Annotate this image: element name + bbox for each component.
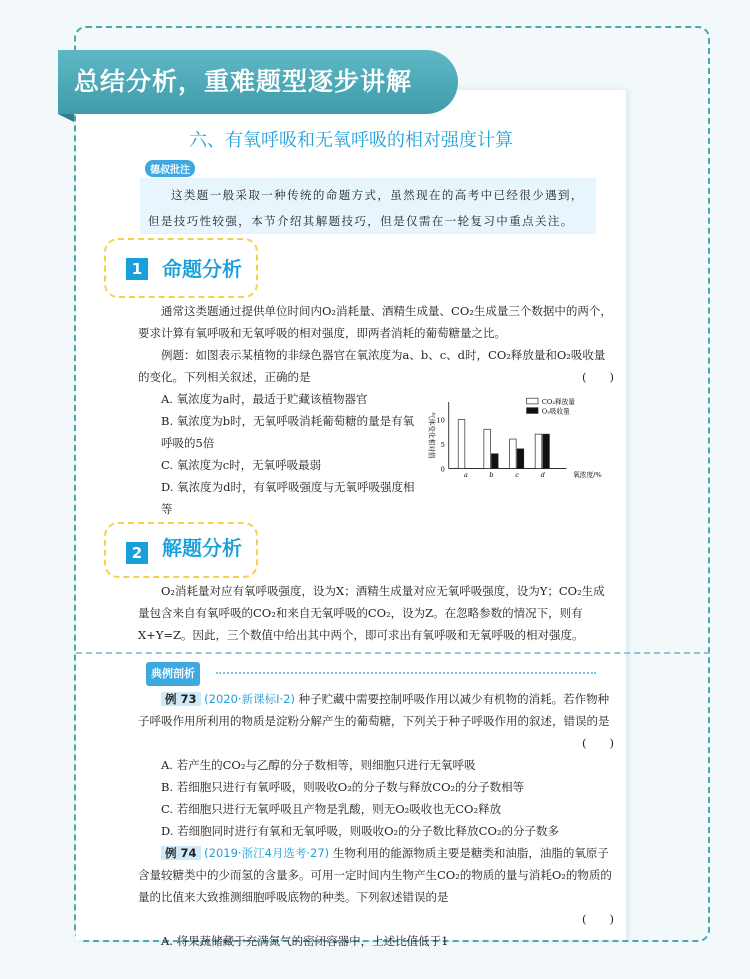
- y-axis-label: 气体变化相对值: [427, 412, 436, 459]
- legend-swatch: [527, 408, 538, 414]
- dotted-rule: [216, 672, 596, 674]
- option: A. 若产生的CO₂与乙醇的分子数相等，则细胞只进行无氧呼吸: [161, 758, 476, 772]
- example-source: (2020·新课标Ⅰ·2): [204, 692, 295, 706]
- legend-swatch: [527, 398, 538, 404]
- banner: 总结分析，重难题型逐步讲解: [58, 50, 458, 114]
- answer-blank: ( ): [582, 912, 614, 926]
- note-tag: 德叔批注: [145, 160, 195, 177]
- option: B. 若细胞只进行有氧呼吸，则吸收O₂的分子数与释放CO₂的分子数相等: [161, 780, 525, 794]
- answer-blank: ( ): [582, 736, 614, 750]
- x-tick-label: b: [489, 471, 494, 480]
- example-73: [138, 688, 614, 842]
- option: C. 若细胞只进行无氧呼吸且产物是乳酸，则无O₂吸收也无CO₂释放: [161, 802, 502, 816]
- section-heading-2: [104, 522, 258, 578]
- x-tick-label: c: [515, 471, 519, 480]
- section-label: 解题分析: [162, 536, 242, 560]
- option: C. 氧浓度为c时，无氧呼吸最弱: [161, 458, 322, 472]
- paragraph-analysis: O₂消耗量对应有氧呼吸强度，设为X；酒精生成量对应无氧呼吸强度，设为Y；CO₂生成量包含来自有氧呼吸的CO₂和来自无氧呼吸的CO₂，设为Z。在忽略参数的情况下，则有X+Y=Z。因此，三个数值中给出其中两个，即可求出有氧呼吸和无氧呼吸的相对强度。: [138, 584, 605, 642]
- x-tick-label: a: [463, 471, 468, 480]
- note-box: [140, 178, 596, 234]
- option: D. 氧浓度为d时，有氧呼吸强度与无氧呼吸强度相等: [161, 480, 415, 516]
- section-label: 命题分析: [162, 257, 242, 281]
- paragraph-example: [138, 344, 614, 388]
- example-header: [138, 660, 614, 688]
- bar: [510, 439, 517, 468]
- example-74: [138, 842, 614, 952]
- option: A. 氧浓度为a时，最适于贮藏该植物器官: [161, 392, 368, 406]
- x-axis-label: 氧浓度/%: [573, 471, 602, 480]
- bar: [491, 454, 498, 469]
- y-tick-label: 0: [440, 465, 445, 474]
- legend-label: CO₂释放量: [541, 397, 575, 406]
- bar: [543, 434, 550, 468]
- bar: [458, 419, 465, 468]
- option: A. 将果蔬储藏于充满氮气的密闭容器中，上述比值低于1: [161, 934, 449, 948]
- example-label: 例 73: [161, 692, 201, 706]
- bar: [484, 429, 491, 468]
- banner-fold: [58, 114, 74, 122]
- paragraph-intro: 通常这类题通过提供单位时间内O₂消耗量、酒精生成量、CO₂生成量三个数据中的两个，要求计算有氧呼吸和无氧呼吸的相对强度，即两者消耗的葡萄糖量之比。: [138, 304, 612, 340]
- divider: [76, 652, 710, 654]
- content-flow: [131, 300, 614, 952]
- example-label: 例 74: [161, 846, 201, 860]
- example-question: 生物利用的能源物质主要是糖类和油脂，油脂的氧原子含量较糖类中的少而氢的含量多。可用一定时间内生物产生CO₂的物质的量与消耗O₂的物质的量的比值来大致推测细胞呼吸底物的种类。下列叙述错误的是: [138, 846, 612, 904]
- example-question: 种子贮藏中需要控制呼吸作用以减少有机物的消耗。若作物种子呼吸作用所利用的物质是淀粉分解产生的葡萄糖，下列关于种子呼吸作用的叙述，错误的是: [138, 692, 610, 728]
- bar: [517, 449, 524, 469]
- note-text: 这类题一般采取一种传统的命题方式，虽然现在的高考中已经很少遇到，但是技巧性较强，本节介绍其解题技巧，但是仅需在一轮复习中重点关注。: [148, 188, 584, 228]
- x-tick-label: d: [540, 471, 545, 480]
- section-heading-1: [104, 238, 258, 298]
- y-tick-label: 10: [436, 416, 445, 425]
- example-source: (2019·浙江4月选考·27): [204, 846, 330, 860]
- y-tick-label: 5: [440, 440, 445, 449]
- answer-blank: ( ): [582, 370, 614, 384]
- example-tag: 典例剖析: [146, 662, 200, 686]
- example-text: 例题：如图表示某植物的非绿色器官在氧浓度为a、b、c、d时，CO₂释放量和O₂吸收量的变化。下列相关叙述，正确的是: [138, 348, 606, 384]
- legend-label: O₂吸收量: [541, 407, 570, 416]
- option: B. 氧浓度为b时，无氧呼吸消耗葡萄糖的量是有氧呼吸的5倍: [161, 414, 415, 450]
- option: D. 若细胞同时进行有氧和无氧呼吸，则吸收O₂的分子数比释放CO₂的分子数多: [161, 824, 559, 838]
- section-title: 六、有氧呼吸和无氧呼吸的相对强度计算: [189, 130, 513, 151]
- section-number: 2: [126, 542, 148, 564]
- section-number: 1: [126, 258, 148, 280]
- bar-chart: [424, 392, 614, 488]
- bar: [535, 434, 542, 468]
